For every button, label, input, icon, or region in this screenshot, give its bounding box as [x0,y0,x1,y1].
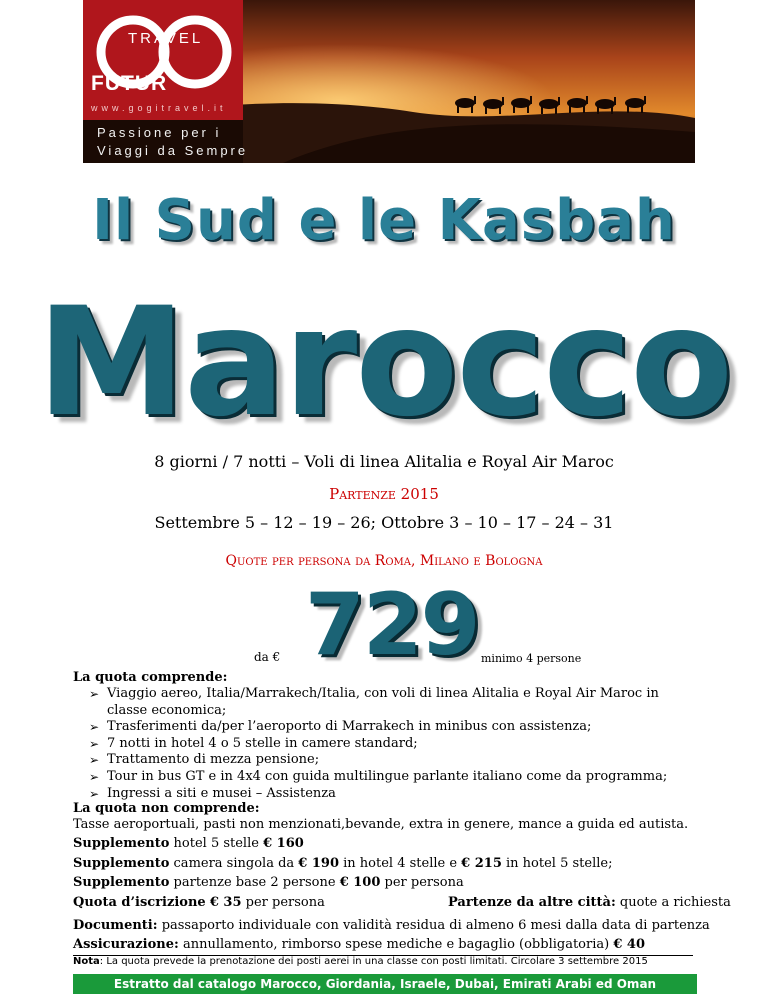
includes-list [73,686,698,802]
other-cities: Partenze da altre città: quote a richiesta [448,895,731,910]
footer-bar: Estratto dal catalogo Marocco, Giordania, Israele, Dubai, Emirati Arabi ed Oman [73,974,697,994]
logo-travel-text: TRAVEL [128,30,204,47]
trip-info: 8 giorni / 7 notti – Voli di linea Alitalia e Royal Air Maroc [154,452,614,471]
website-url: www.gogitravel.it [91,103,227,113]
list-item: ➢ Viaggio aereo, Italia/Marrakech/Italia, con voli di linea Alitalia e Royal Air Maroc in classe economica; [89,686,659,718]
arrow-bullet-icon: ➢ [89,736,100,751]
arrow-bullet-icon: ➢ [89,720,100,735]
page-title: Marocco [36,276,732,450]
price-prefix: da € [254,650,281,664]
insurance: Assicurazione: annullamento, rimborso spese mediche e bagaglio (obbligatoria) € 40 [73,937,646,952]
price-amount: 729 [305,575,479,675]
departure-dates: Settembre 5 – 12 – 19 – 26; Ottobre 3 – 10 – 17 – 24 – 31 [154,513,614,532]
quote-heading: Quote per persona da Roma, Milano e Bologna [225,553,543,569]
slogan-line-2: Viaggi da Sempre [97,143,249,158]
header-banner [83,0,695,163]
arrow-bullet-icon: ➢ [89,769,100,784]
list-item: ➢ Ingressi a siti e musei – Assistenza [89,785,336,801]
note: Nota: La quota prevede la prenotazione dei posti aerei in una classe con posti limitati. Circolare 3 settembre 2015 [73,956,648,967]
list-item: ➢ Tour in bus GT e in 4x4 con guida multilingue parlante italiano come da programma; [89,768,668,784]
arrow-bullet-icon: ➢ [89,687,100,701]
supplement-row: Supplemento camera singola da € 190 in hotel 4 stelle e € 215 in hotel 5 stelle; [73,856,613,871]
arrow-bullet-icon: ➢ [89,786,100,801]
departures-heading: Partenze 2015 [329,485,439,503]
logo-futur-text: FUTUR [91,72,168,95]
slogan-line-1: Passione per i [97,125,222,140]
includes-heading: La quota comprende: [73,670,228,685]
registration-fee: Quota d’iscrizione € 35 per persona [73,895,325,910]
page-subtitle: Il Sud e le Kasbah [92,188,676,253]
list-item: ➢ 7 notti in hotel 4 o 5 stelle in camere standard; [89,735,418,751]
price-minimum: minimo 4 persone [481,652,582,665]
list-item: ➢ Trasferimenti da/per l’aeroporto di Marrakech in minibus con assistenza; [89,719,592,735]
excludes-text: Tasse aeroportuali, pasti non menzionati,bevande, extra in genere, mance a guida ed autista. [73,817,689,832]
excludes-heading: La quota non comprende: [73,801,260,816]
documents: Documenti: passaporto individuale con validità residua di almeno 6 mesi dalla data di partenza [73,918,710,933]
list-item: ➢ Trattamento di mezza pensione; [89,752,320,768]
arrow-bullet-icon: ➢ [89,753,100,768]
supplement-row: Supplemento partenze base 2 persone € 100 per persona [73,875,464,890]
supplement-row: Supplemento hotel 5 stelle € 160 [73,836,304,851]
